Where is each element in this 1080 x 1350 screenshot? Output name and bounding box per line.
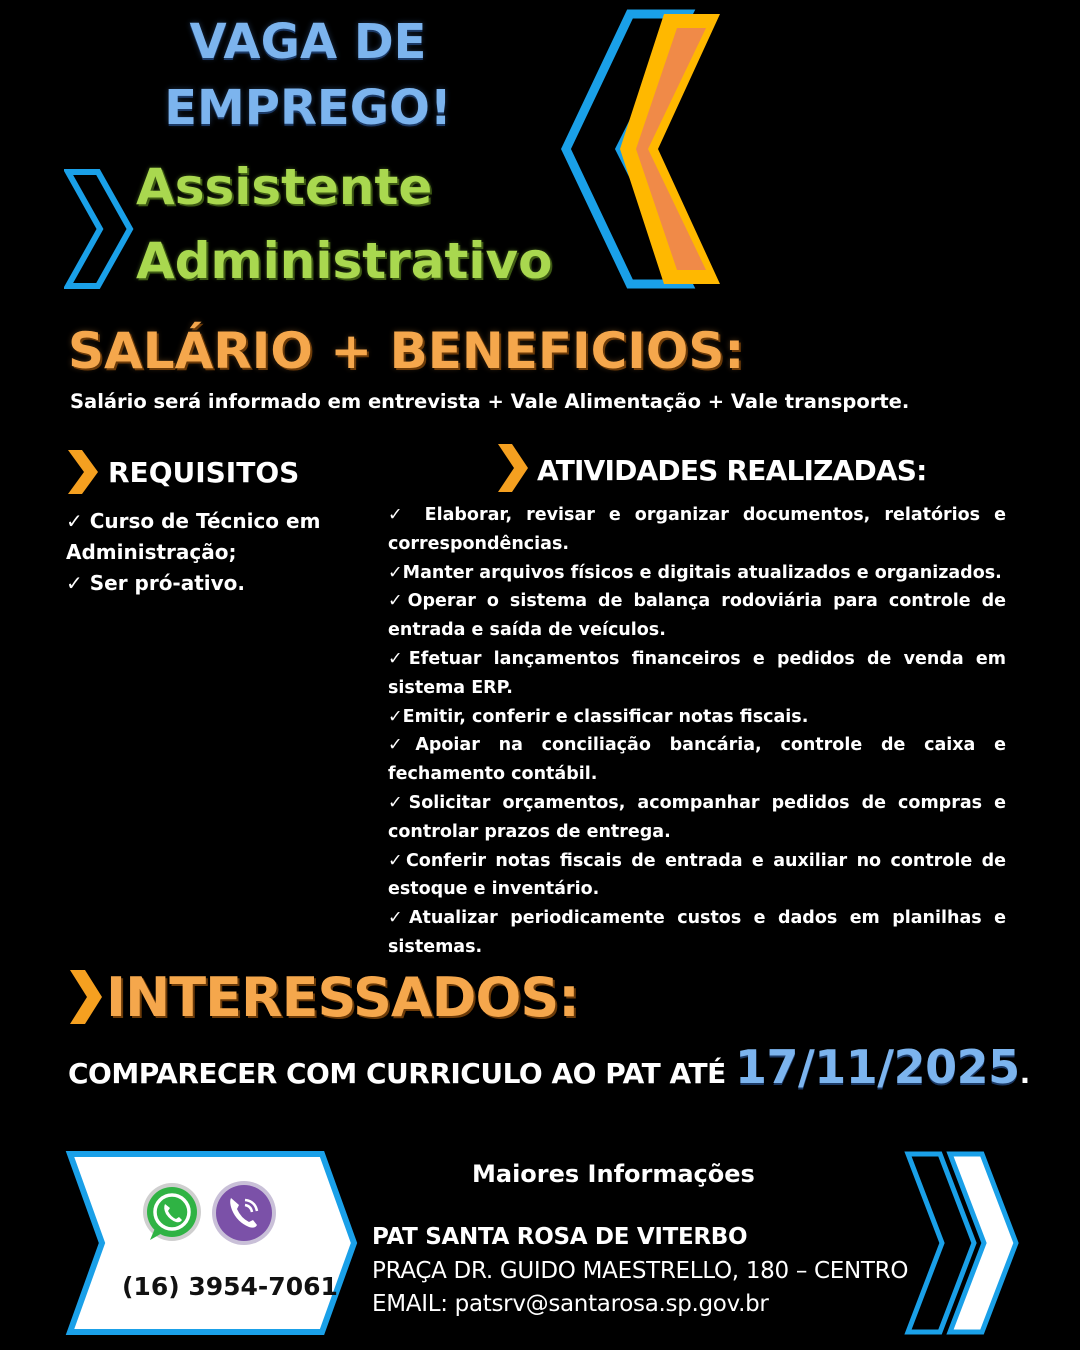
atividades-list xyxy=(388,501,1006,962)
chevron-right-icon xyxy=(68,968,104,1026)
phone-number[interactable]: (16) 3954-7061 xyxy=(122,1272,338,1301)
list-item: ✓Operar o sistema de balança rodoviária para controle de entrada e saída de veículos. xyxy=(388,591,1006,641)
org-name: PAT SANTA ROSA DE VITERBO xyxy=(372,1224,748,1250)
email[interactable]: EMAIL: patsrv@santarosa.sp.gov.br xyxy=(372,1291,769,1317)
viber-icon xyxy=(211,1180,277,1246)
title-line-1: VAGA DE xyxy=(189,14,427,70)
comparecer-label: COMPARECER COM CURRICULO AO PAT ATÉ xyxy=(68,1057,726,1090)
title-line-2: EMPREGO! xyxy=(164,80,452,136)
list-item: ✓Solicitar orçamentos, acompanhar pedidos de compras e controlar prazos de entrega. xyxy=(388,792,1006,842)
comparecer-text xyxy=(68,1040,1030,1094)
interessados-title: INTERESSADOS: xyxy=(106,966,579,1029)
chevron-right-icon xyxy=(496,442,530,494)
role-line-1: Assistente xyxy=(136,158,433,216)
requisitos-title: REQUISITOS xyxy=(108,456,300,489)
list-item: ✓ Ser pró-ativo. xyxy=(66,571,246,595)
list-item: ✓Apoiar na conciliação bancária, controle de caixa e fechamento contábil. xyxy=(388,735,1006,785)
role-line-2: Administrativo xyxy=(136,232,553,290)
list-item: ✓ Elaborar, revisar e organizar documentos, relatórios e correspondências. xyxy=(388,505,1006,554)
list-item: ✓Conferir notas fiscais de entrada e auxiliar no controle de estoque e inventário. xyxy=(388,850,1006,900)
list-item: ✓Manter arquivos físicos e digitais atualizados e organizados. xyxy=(388,562,1002,583)
salario-title: SALÁRIO + BENEFICIOS: xyxy=(68,322,745,380)
salario-text: Salário será informado em entrevista + Vale Alimentação + Vale transporte. xyxy=(70,390,910,413)
double-chevron-left-icon xyxy=(560,8,730,290)
chevron-right-icon xyxy=(64,168,134,290)
atividades-title: ATIVIDADES REALIZADAS: xyxy=(537,454,927,487)
double-chevron-right-icon xyxy=(900,1148,1024,1338)
list-item: ✓Atualizar periodicamente custos e dados em planilhas e sistemas. xyxy=(388,908,1006,957)
address: PRAÇA DR. GUIDO MAESTRELLO, 180 – CENTRO xyxy=(372,1258,909,1284)
list-item: ✓Emitir, conferir e classificar notas fiscais. xyxy=(388,706,809,727)
list-item: ✓Efetuar lançamentos financeiros e pedidos de venda em sistema ERP. xyxy=(388,648,1006,698)
deadline-date: 17/11/2025 xyxy=(734,1040,1020,1094)
requisitos-list xyxy=(66,506,341,599)
comparecer-end: . xyxy=(1019,1057,1030,1090)
list-item: ✓ Curso de Técnico em Administração; xyxy=(66,509,321,564)
chevron-right-icon xyxy=(66,448,100,496)
whatsapp-icon xyxy=(140,1182,204,1246)
info-title: Maiores Informações xyxy=(472,1160,755,1188)
